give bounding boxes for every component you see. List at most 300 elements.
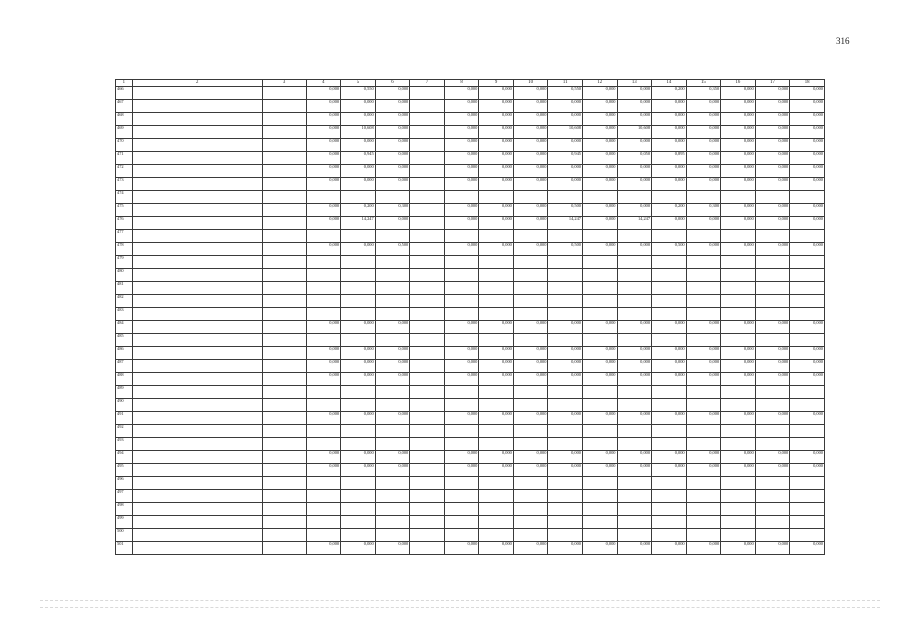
value-cell: 0,000 xyxy=(375,87,410,100)
value-cell: 0,000 xyxy=(790,217,825,230)
value-cell: 0,000 xyxy=(375,165,410,178)
value-cell: 0,000 xyxy=(513,243,548,256)
value-cell: 0,000 xyxy=(444,360,479,373)
row-number: 476 xyxy=(116,217,133,230)
value-cell: 0,000 xyxy=(548,178,583,191)
value-cell: 0,000 xyxy=(582,451,617,464)
value-cell xyxy=(686,191,721,204)
value-cell: 0,000 xyxy=(306,87,341,100)
value-cell xyxy=(410,347,445,360)
value-cell xyxy=(341,230,376,243)
value-cell xyxy=(755,295,790,308)
value-cell xyxy=(652,230,687,243)
row-number: 487 xyxy=(116,360,133,373)
value-cell: 0,000 xyxy=(306,373,341,386)
value-cell xyxy=(617,438,652,451)
value-cell: 0,000 xyxy=(721,321,756,334)
row-code xyxy=(262,464,306,477)
value-cell xyxy=(410,178,445,191)
value-cell xyxy=(513,503,548,516)
value-cell: 0,000 xyxy=(306,217,341,230)
value-cell: 0,500 xyxy=(652,243,687,256)
value-cell xyxy=(790,438,825,451)
value-cell xyxy=(341,282,376,295)
value-cell xyxy=(617,425,652,438)
table-row xyxy=(116,529,825,542)
value-cell xyxy=(513,295,548,308)
value-cell: 0,000 xyxy=(652,542,687,555)
faint-scan-line xyxy=(40,600,880,601)
value-cell xyxy=(686,256,721,269)
row-description xyxy=(132,243,262,256)
value-cell: 0,500 xyxy=(548,204,583,217)
value-cell xyxy=(721,516,756,529)
table-row xyxy=(116,126,825,139)
value-cell xyxy=(306,230,341,243)
column-header: 12 xyxy=(582,80,617,87)
value-cell xyxy=(306,191,341,204)
value-cell: 0,000 xyxy=(686,165,721,178)
value-cell xyxy=(617,529,652,542)
value-cell xyxy=(617,503,652,516)
value-cell: 0,000 xyxy=(790,451,825,464)
value-cell xyxy=(479,425,514,438)
row-number: 478 xyxy=(116,243,133,256)
value-cell xyxy=(410,425,445,438)
value-cell: 0,000 xyxy=(513,139,548,152)
row-code xyxy=(262,113,306,126)
value-cell: 0,000 xyxy=(341,165,376,178)
value-cell xyxy=(652,438,687,451)
value-cell: 0,000 xyxy=(721,113,756,126)
row-code xyxy=(262,256,306,269)
value-cell: 0,000 xyxy=(582,243,617,256)
row-description xyxy=(132,126,262,139)
value-cell xyxy=(721,295,756,308)
value-cell: 0,000 xyxy=(721,126,756,139)
value-cell xyxy=(306,334,341,347)
value-cell xyxy=(444,477,479,490)
value-cell xyxy=(790,477,825,490)
value-cell xyxy=(652,386,687,399)
value-cell xyxy=(479,256,514,269)
value-cell xyxy=(410,542,445,555)
column-header: 10 xyxy=(513,80,548,87)
value-cell: 0,000 xyxy=(755,204,790,217)
table-row xyxy=(116,113,825,126)
value-cell: 0,000 xyxy=(652,126,687,139)
value-cell xyxy=(617,191,652,204)
value-cell: 0,000 xyxy=(617,360,652,373)
row-code xyxy=(262,321,306,334)
value-cell xyxy=(410,490,445,503)
value-cell xyxy=(755,516,790,529)
value-cell: 0,000 xyxy=(652,360,687,373)
value-cell: 0,000 xyxy=(721,87,756,100)
value-cell: 0,000 xyxy=(479,542,514,555)
value-cell: 0,000 xyxy=(755,87,790,100)
value-cell xyxy=(341,438,376,451)
value-cell: 0,000 xyxy=(444,451,479,464)
value-cell xyxy=(582,399,617,412)
value-cell xyxy=(652,269,687,282)
row-description xyxy=(132,529,262,542)
value-cell xyxy=(375,490,410,503)
value-cell xyxy=(513,230,548,243)
value-cell: 0,000 xyxy=(652,464,687,477)
value-cell: 0,000 xyxy=(582,100,617,113)
value-cell xyxy=(686,438,721,451)
value-cell: 0,000 xyxy=(790,542,825,555)
value-cell xyxy=(790,295,825,308)
value-cell: 0,000 xyxy=(306,178,341,191)
value-cell: 0,000 xyxy=(513,373,548,386)
value-cell xyxy=(444,516,479,529)
value-cell xyxy=(341,425,376,438)
row-description xyxy=(132,438,262,451)
row-code xyxy=(262,516,306,529)
value-cell: 0,000 xyxy=(444,165,479,178)
value-cell: 0,000 xyxy=(721,542,756,555)
value-cell xyxy=(444,230,479,243)
row-number: 483 xyxy=(116,308,133,321)
value-cell: 0,000 xyxy=(479,347,514,360)
value-cell: 0,000 xyxy=(548,100,583,113)
row-code xyxy=(262,269,306,282)
table-row xyxy=(116,100,825,113)
value-cell xyxy=(341,503,376,516)
value-cell: 0,000 xyxy=(375,126,410,139)
row-code xyxy=(262,191,306,204)
value-cell xyxy=(548,399,583,412)
value-cell: 0,000 xyxy=(755,217,790,230)
value-cell: 0,000 xyxy=(444,139,479,152)
table-body xyxy=(116,80,825,555)
value-cell xyxy=(306,308,341,321)
value-cell xyxy=(479,503,514,516)
row-code xyxy=(262,165,306,178)
value-cell xyxy=(444,503,479,516)
value-cell xyxy=(341,529,376,542)
value-cell xyxy=(582,425,617,438)
value-cell: 0,000 xyxy=(755,165,790,178)
value-cell: 0,000 xyxy=(306,542,341,555)
table-row xyxy=(116,360,825,373)
row-code xyxy=(262,87,306,100)
row-number: 495 xyxy=(116,464,133,477)
value-cell xyxy=(755,256,790,269)
value-cell: 0,000 xyxy=(444,243,479,256)
value-cell xyxy=(410,139,445,152)
value-cell: 0,000 xyxy=(375,113,410,126)
value-cell xyxy=(686,295,721,308)
row-code xyxy=(262,399,306,412)
value-cell: 0,000 xyxy=(513,178,548,191)
value-cell: 0,500 xyxy=(375,243,410,256)
value-cell: 0,000 xyxy=(513,412,548,425)
value-cell: 0,000 xyxy=(721,165,756,178)
value-cell xyxy=(790,425,825,438)
value-cell: 0,000 xyxy=(686,100,721,113)
value-cell: 0,000 xyxy=(479,464,514,477)
value-cell: 0,000 xyxy=(513,204,548,217)
row-code xyxy=(262,282,306,295)
value-cell xyxy=(755,438,790,451)
value-cell xyxy=(375,282,410,295)
value-cell: 0,000 xyxy=(375,542,410,555)
value-cell xyxy=(410,529,445,542)
value-cell xyxy=(410,295,445,308)
value-cell xyxy=(410,308,445,321)
value-cell: 0,000 xyxy=(444,100,479,113)
value-cell: 0,000 xyxy=(341,178,376,191)
value-cell xyxy=(652,425,687,438)
value-cell xyxy=(410,373,445,386)
value-cell: 0,895 xyxy=(652,152,687,165)
row-code xyxy=(262,412,306,425)
value-cell: 0,000 xyxy=(686,347,721,360)
value-cell: 0,000 xyxy=(444,542,479,555)
value-cell: 0,000 xyxy=(721,100,756,113)
value-cell xyxy=(548,308,583,321)
value-cell xyxy=(513,334,548,347)
value-cell: 0,000 xyxy=(306,243,341,256)
value-cell: 0,000 xyxy=(686,464,721,477)
value-cell xyxy=(410,282,445,295)
value-cell xyxy=(375,516,410,529)
table-row xyxy=(116,256,825,269)
value-cell: 0,000 xyxy=(790,412,825,425)
value-cell: 0,000 xyxy=(721,347,756,360)
value-cell: 0,000 xyxy=(479,321,514,334)
value-cell xyxy=(790,308,825,321)
value-cell: 0,000 xyxy=(790,360,825,373)
row-description xyxy=(132,360,262,373)
value-cell xyxy=(513,308,548,321)
value-cell xyxy=(341,256,376,269)
value-cell: 14,247 xyxy=(548,217,583,230)
row-number: 493 xyxy=(116,438,133,451)
value-cell: 0,000 xyxy=(444,87,479,100)
row-description xyxy=(132,490,262,503)
value-cell: 0,000 xyxy=(513,217,548,230)
value-cell: 0,000 xyxy=(582,139,617,152)
value-cell: 10,608 xyxy=(341,126,376,139)
value-cell xyxy=(341,477,376,490)
value-cell xyxy=(755,334,790,347)
value-cell: 0,000 xyxy=(513,347,548,360)
value-cell xyxy=(375,425,410,438)
row-description xyxy=(132,165,262,178)
value-cell xyxy=(582,386,617,399)
value-cell: 0,000 xyxy=(513,165,548,178)
value-cell: 0,000 xyxy=(444,152,479,165)
value-cell xyxy=(306,425,341,438)
value-cell: 0,000 xyxy=(790,165,825,178)
value-cell: 0,000 xyxy=(652,347,687,360)
value-cell xyxy=(306,438,341,451)
table-row xyxy=(116,321,825,334)
table-row xyxy=(116,373,825,386)
row-number: 500 xyxy=(116,529,133,542)
value-cell: 0,000 xyxy=(652,451,687,464)
value-cell xyxy=(306,386,341,399)
value-cell xyxy=(617,256,652,269)
value-cell: 0,000 xyxy=(721,178,756,191)
value-cell xyxy=(548,438,583,451)
row-code xyxy=(262,230,306,243)
row-number: 474 xyxy=(116,191,133,204)
value-cell xyxy=(721,230,756,243)
value-cell: 0,000 xyxy=(652,217,687,230)
row-number: 489 xyxy=(116,386,133,399)
column-header: 16 xyxy=(721,80,756,87)
value-cell: 0,000 xyxy=(790,464,825,477)
value-cell: 0,000 xyxy=(686,217,721,230)
row-code xyxy=(262,425,306,438)
value-cell: 10,608 xyxy=(548,126,583,139)
value-cell xyxy=(444,438,479,451)
value-cell: 0,000 xyxy=(617,165,652,178)
table-row xyxy=(116,282,825,295)
value-cell xyxy=(755,529,790,542)
table-row xyxy=(116,243,825,256)
column-header: 3 xyxy=(262,80,306,87)
table-row xyxy=(116,87,825,100)
value-cell: 0,000 xyxy=(548,451,583,464)
value-cell: 0,000 xyxy=(513,360,548,373)
value-cell: 0,000 xyxy=(686,451,721,464)
row-number: 467 xyxy=(116,100,133,113)
value-cell xyxy=(755,399,790,412)
row-number: 481 xyxy=(116,282,133,295)
value-cell xyxy=(410,438,445,451)
value-cell: 0,000 xyxy=(306,412,341,425)
column-header: 13 xyxy=(617,80,652,87)
value-cell: 0,000 xyxy=(341,139,376,152)
value-cell xyxy=(410,412,445,425)
value-cell: 0,000 xyxy=(721,204,756,217)
value-cell xyxy=(755,282,790,295)
value-cell: 0,000 xyxy=(306,451,341,464)
row-description xyxy=(132,269,262,282)
value-cell xyxy=(479,282,514,295)
value-cell xyxy=(548,425,583,438)
value-cell: 0,000 xyxy=(686,373,721,386)
value-cell: 0,000 xyxy=(686,542,721,555)
value-cell: 0,000 xyxy=(790,113,825,126)
value-cell xyxy=(652,282,687,295)
row-description xyxy=(132,399,262,412)
column-header: 14 xyxy=(652,80,687,87)
value-cell xyxy=(479,490,514,503)
value-cell xyxy=(652,529,687,542)
value-cell xyxy=(721,191,756,204)
value-cell xyxy=(479,477,514,490)
value-cell: 0,000 xyxy=(755,373,790,386)
value-cell xyxy=(548,334,583,347)
row-code xyxy=(262,490,306,503)
value-cell: 0,000 xyxy=(790,100,825,113)
value-cell xyxy=(617,308,652,321)
value-cell: 0,945 xyxy=(341,152,376,165)
value-cell: 0,000 xyxy=(513,451,548,464)
value-cell xyxy=(686,425,721,438)
row-description xyxy=(132,295,262,308)
table-row xyxy=(116,269,825,282)
table-row xyxy=(116,399,825,412)
value-cell xyxy=(306,269,341,282)
value-cell xyxy=(479,269,514,282)
value-cell: 0,000 xyxy=(790,204,825,217)
value-cell xyxy=(410,451,445,464)
value-cell xyxy=(582,230,617,243)
value-cell xyxy=(410,503,445,516)
value-cell: 0,000 xyxy=(652,139,687,152)
column-header: 1 xyxy=(116,80,133,87)
value-cell xyxy=(513,425,548,438)
value-cell xyxy=(652,477,687,490)
column-header: 5 xyxy=(341,80,376,87)
row-description xyxy=(132,347,262,360)
value-cell: 0,000 xyxy=(306,152,341,165)
value-cell: 0,000 xyxy=(341,113,376,126)
value-cell xyxy=(513,282,548,295)
value-cell: 0,000 xyxy=(513,464,548,477)
value-cell xyxy=(479,191,514,204)
value-cell xyxy=(513,529,548,542)
row-number: 477 xyxy=(116,230,133,243)
value-cell: 0,000 xyxy=(341,347,376,360)
value-cell xyxy=(375,191,410,204)
value-cell: 0,000 xyxy=(444,113,479,126)
value-cell: 0,000 xyxy=(721,152,756,165)
row-code xyxy=(262,152,306,165)
value-cell xyxy=(686,529,721,542)
value-cell: 0,000 xyxy=(755,542,790,555)
value-cell xyxy=(479,386,514,399)
value-cell: 14,247 xyxy=(617,217,652,230)
value-cell xyxy=(721,490,756,503)
value-cell xyxy=(548,503,583,516)
row-code xyxy=(262,503,306,516)
row-description xyxy=(132,230,262,243)
value-cell: 0,000 xyxy=(721,139,756,152)
value-cell: 0,000 xyxy=(375,412,410,425)
value-cell xyxy=(306,516,341,529)
table-row xyxy=(116,139,825,152)
value-cell: 0,000 xyxy=(306,360,341,373)
value-cell xyxy=(410,477,445,490)
row-number: 496 xyxy=(116,477,133,490)
value-cell xyxy=(617,386,652,399)
value-cell xyxy=(479,334,514,347)
value-cell: 0,000 xyxy=(790,347,825,360)
value-cell xyxy=(479,438,514,451)
value-cell: 0,000 xyxy=(306,464,341,477)
value-cell xyxy=(721,386,756,399)
value-cell: 0,000 xyxy=(617,373,652,386)
value-cell: 0,000 xyxy=(617,243,652,256)
value-cell xyxy=(582,269,617,282)
row-code xyxy=(262,100,306,113)
value-cell xyxy=(375,295,410,308)
table-row xyxy=(116,516,825,529)
value-cell xyxy=(513,490,548,503)
value-cell xyxy=(755,230,790,243)
value-cell: 0,350 xyxy=(686,87,721,100)
value-cell: 0,000 xyxy=(582,542,617,555)
